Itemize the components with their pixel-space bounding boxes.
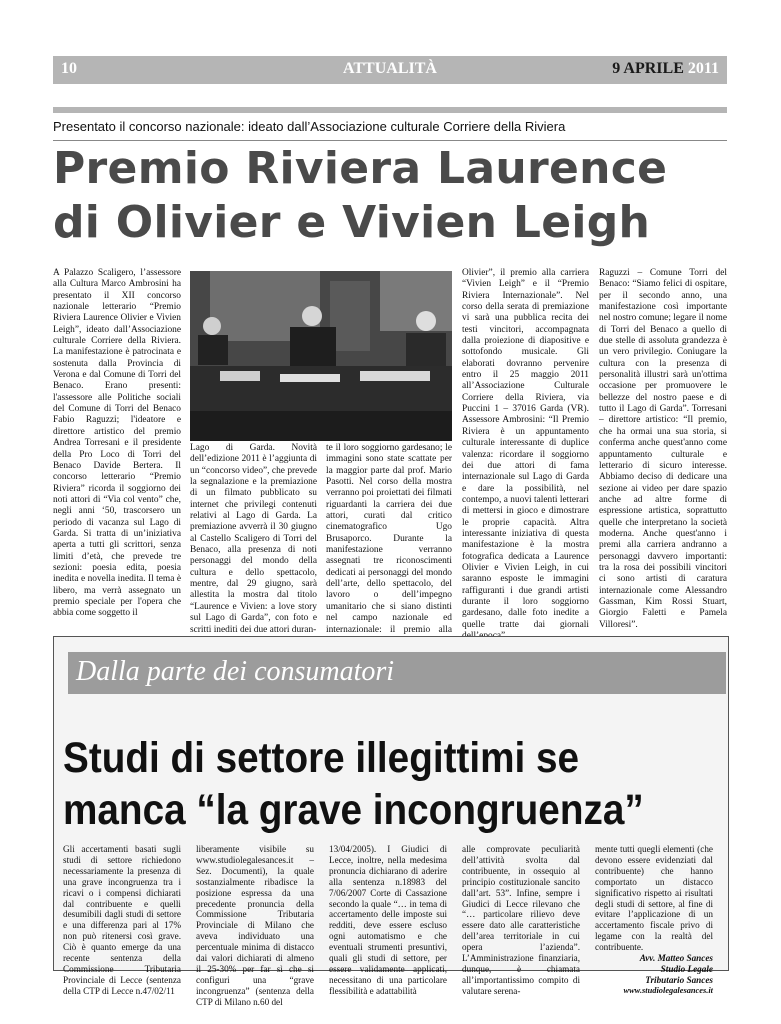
article-column-5: Raguzzi – Comune Torri del Benaco: “Siamo felici di ospitare, per il secondo anno, una manifestazione così importante nel nostro comune; legare il nome di Torri del Benaco a quello di due stelle di assoluta grandezza è un vero privilegio. Coniugare la cultura con la presenza di personalità illustri sarà un'ottima occasione per promuovere le bellezze del nostro paese e di tutto il Lago di Garda”. Torresani – direttore artistico: “Il premio, che ha ormai una sua storia, si conferma anche quest'anno come appuntamento culturale e letterario di sicuro interesse. Abbiamo deciso di dedicare una sezione ai video per dare spazio anche ad altre forme di espressione artistica, soprattutto quelle che interpretano la società moderna. Anche quest'anno i premi alla carriera andranno a personaggi davvero importanti: tra la rosa dei possibili vincitori ci sono artisti di caratura internazionale come Alessandro Gassman, Kim Rossi Stuart, Giorgio Faletti e Pamela Villoresi”. bbox=[599, 268, 727, 630]
article-title bbox=[53, 142, 733, 250]
kicker-divider bbox=[53, 140, 727, 141]
box-title-line1: Studi di settore illegittimi se bbox=[63, 734, 580, 782]
signature-firm: Studio Legale bbox=[660, 963, 713, 974]
consumer-banner-text: Dalla parte dei consumatori bbox=[76, 656, 395, 687]
box-title-line2: manca “la grave incongruenza” bbox=[63, 786, 644, 834]
section-title: ATTUALITÀ bbox=[343, 60, 437, 77]
box-column-3: 13/04/2005). I Giudici di Lecce, inoltre, nella medesima pronuncia dichiarano di aderire alla sentenza n.18983 del 7/06/2007 Corte di Cassazione secondo la quale “… in tema di accertamento delle imposte sui redditi, deve essere escluso ogni automatismo e che eventuali strumenti presuntivi, quali gli studi di settore, per essere validamente applicati, necessitano di una particolare flessibilità e adattabilità bbox=[329, 844, 447, 996]
box-column-5 bbox=[595, 844, 713, 997]
signature-website: www.studiolegalesances.it bbox=[623, 985, 713, 995]
issue-date bbox=[612, 60, 719, 78]
box-column-1: Gli accertamenti basati sugli studi di settore richiedono necessariamente la presenza di una grave incongruenza tra i ricavi o i compensi dichiarati dal contribuente e quelli desumibili dagli studi di settore e una differenza pari al 17% non può ritenersi così grave. Ciò è quanto emerge da una recente sentenza della Commissione Tributaria Provinciale di Lecce (sentenza della CTP di Lecce n.47/02/11 bbox=[63, 844, 181, 996]
article-column-2: Lago di Garda. Novità dell’edizione 2011 è l’aggiunta di un “concorso video”, che prevede la segnalazione e la premiazione di un filmato pubblicato su internet che privilegi contenuti relativi al Lago di Garda. La premiazione avverrà il 30 giugno al Castello Scaligero di Torri del Benaco, alla presenza di noti personaggi del mondo della cultura e dello spettacolo, mentre, dal 29 giugno, sarà allestita la mostra dal titolo “Laurence e Vivien: a love story sul Lago di Garda”, con foto e scritti inediti dei due attori duran- bbox=[190, 443, 317, 635]
issue-date-year: 2011 bbox=[687, 60, 719, 77]
signature-author: Avv. Matteo Sances bbox=[639, 953, 713, 964]
box-column-2: liberamente visibile su www.studiolegalesances.it – Sez. Documenti), la quale sostanzialmente ribadisce la posizione espressa da una precedente pronuncia della Commissione Tributaria Provinciale di Milano che aveva individuato una percentuale minima di distacco dai valori dichiarati di almeno il 25-30% per far sì che si configuri una “grave incongruenza” (sentenza della CTP di Milano n.60 del bbox=[196, 844, 314, 1007]
consumer-banner bbox=[68, 652, 726, 694]
box-article-title bbox=[63, 732, 661, 836]
article-title-line1: Premio Riviera Laurence bbox=[53, 143, 668, 194]
box-column-4: alle comprovate peculiarità dell’attività svolta dal contribuente, in ossequio al principio costituzionale sancito dall’art. 53”. Infine, sempre i Giudici di Lecce rilevano che “… particolare rilievo deve essere dato alle caratteristiche dell’area territoriale in cui opera l’azienda”. L’Amministrazione finanziaria, dunque, è chiamata all’importantissimo compito di valutare serena- bbox=[462, 844, 580, 996]
signature-firm-name: Tributario Sances bbox=[645, 974, 713, 985]
page-number: 10 bbox=[61, 60, 77, 77]
article-title-line2: di Olivier e Vivien Leigh bbox=[53, 197, 651, 248]
issue-date-day: 9 APRILE bbox=[612, 60, 684, 77]
box-column-5-text: mente tutti quegli elementi (che devono essere evidenziati dal contribuente) che hanno comportato un distacco significativo rispetto ai risultati degli studi di settore, al fine di evitare l’applicazione di un accertamento fiscale privo di legame con la realtà del contribuente. bbox=[595, 844, 713, 953]
article-column-3: te il loro soggiorno gardesano; le immagini sono state scattate per la maggior parte dal prof. Mario Pasotti. Nel corso della mostra verranno poi proiettati dei filmati riguardanti la carriera dei due attori, curati dal critico cinematografico Ugo Brusaporco. Durante la manifestazione verranno assegnati tre riconoscimenti dedicati ai personaggi del mondo dell’arte, dello spettacolo, del lavoro o dell’impegno umanitario che si siano distinti nel campo nazionale ed internazionale: il premio alla bbox=[326, 443, 452, 635]
article-column-4: Olivier”, il premio alla carriera “Vivien Leigh” e il “Premio Riviera Internazionale”. Nel corso della serata di premiazione vi sarà una pubblica recita dei testi vincitori, accompagnata dalla proiezione di diapositive e sottofondo musicale. Gli elaborati dovranno pervenire entro il 25 maggio 2011 all’Associazione Culturale Corriere della Riviera, via Puccini 1 – 37016 Garda (VR). Assessore Ambrosini: “Il Premio Riviera è un appuntamento culturale interessante di duplice valenza: ricordare il soggiorno dei due attori di fama internazionale sul Lago di Garda e dare la possibilità, nel contempo, a nuovi talenti letterari di mettersi in gioco e dimostrare le proprie capacità. Altra interessante iniziativa di questa manifestazione è la mostra fotografica dedicata a Laurence Olivier e Vivien Leigh, in cui saranno esposte le immagini raffiguranti i due grandi artisti durante il loro soggiorno gardesano, dalle foto inedite a quelle tratte dai giornali bbox=[462, 268, 589, 630]
press-conference-photo bbox=[190, 271, 452, 441]
page-header bbox=[53, 56, 727, 84]
article-kicker: Presentato il concorso nazionale: ideato dall’Associazione culturale Corriere della Riviera bbox=[53, 119, 566, 134]
header-divider bbox=[53, 107, 727, 113]
article-column-1: A Palazzo Scaligero, l’assessore alla Cultura Marco Ambrosini ha presentato il XII concorso nazionale letterario “Premio Riviera Laurence Olivier e Vivien Leigh”, ideato dall’Associazione culturale Corriere della Riviera. La manifestazione è patrocinata e sostenuta dalla Provincia di Verona e dal Comune di Torri del Benaco. Erano presenti: l'assessore alle Politiche sociali del Comune di Torri del Benaco Fabio Raguzzi; l'ideatore e direttore artistico del premio Andrea Torresani e il presidente della Pro Loco di Torri del Benaco Davide Bertera. Il concorso letterario “Premio Riviera” ricorda il soggiorno dei noti attori di “Via col vento” che, negli anni ‘50, trascorsero un periodo di vacanza sul Lago di Garda. Si tratta di un’iniziativa aperta a tutti gli scrittori, senza limiti d’età, che prevede tre sezioni: poesia edita, poesia inedita e novella inedita. Il tema è libero, ma verrà assegnato un premio speciale per l'opera che abbia come soggetto il bbox=[53, 268, 181, 619]
